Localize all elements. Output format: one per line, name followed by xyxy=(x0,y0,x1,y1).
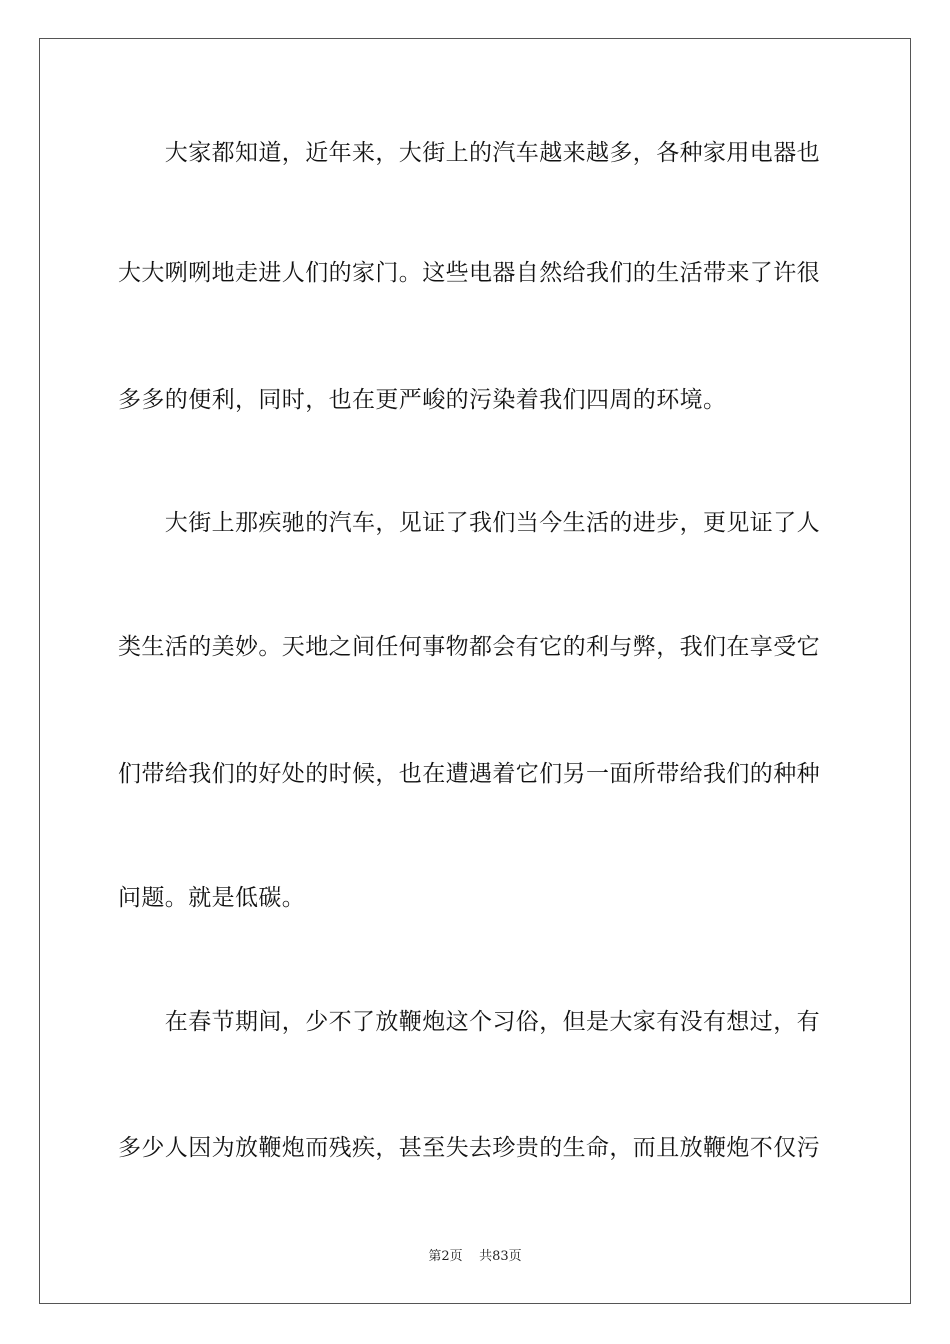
page-total: 共83页 xyxy=(479,1249,522,1264)
paragraph-line: 们带给我们的好处的时候，也在遭遇着它们另一面所带给我们的种种 xyxy=(118,761,820,787)
page-number: 第2页 xyxy=(428,1249,463,1264)
paragraph-line: 多少人因为放鞭炮而残疾，甚至失去珍贵的生命，而且放鞭炮不仅污 xyxy=(118,1135,820,1161)
paragraph-line: 大街上那疾驰的汽车，见证了我们当今生活的进步，更见证了人 xyxy=(118,510,820,536)
paragraph-line: 多多的便利，同时，也在更严峻的污染着我们四周的环境。 xyxy=(118,387,727,413)
page-footer xyxy=(0,1248,950,1266)
paragraph-line: 在春节期间，少不了放鞭炮这个习俗，但是大家有没有想过，有 xyxy=(118,1009,820,1035)
paragraph-line: 大大咧咧地走进人们的家门。这些电器自然给我们的生活带来了许很 xyxy=(118,260,820,286)
paragraph-line: 类生活的美妙。天地之间任何事物都会有它的利与弊，我们在享受它 xyxy=(118,634,820,660)
paragraph-line: 问题。就是低碳。 xyxy=(118,885,306,911)
page-border xyxy=(39,38,911,1304)
paragraph-line: 大家都知道，近年来，大街上的汽车越来越多，各种家用电器也 xyxy=(118,140,820,166)
